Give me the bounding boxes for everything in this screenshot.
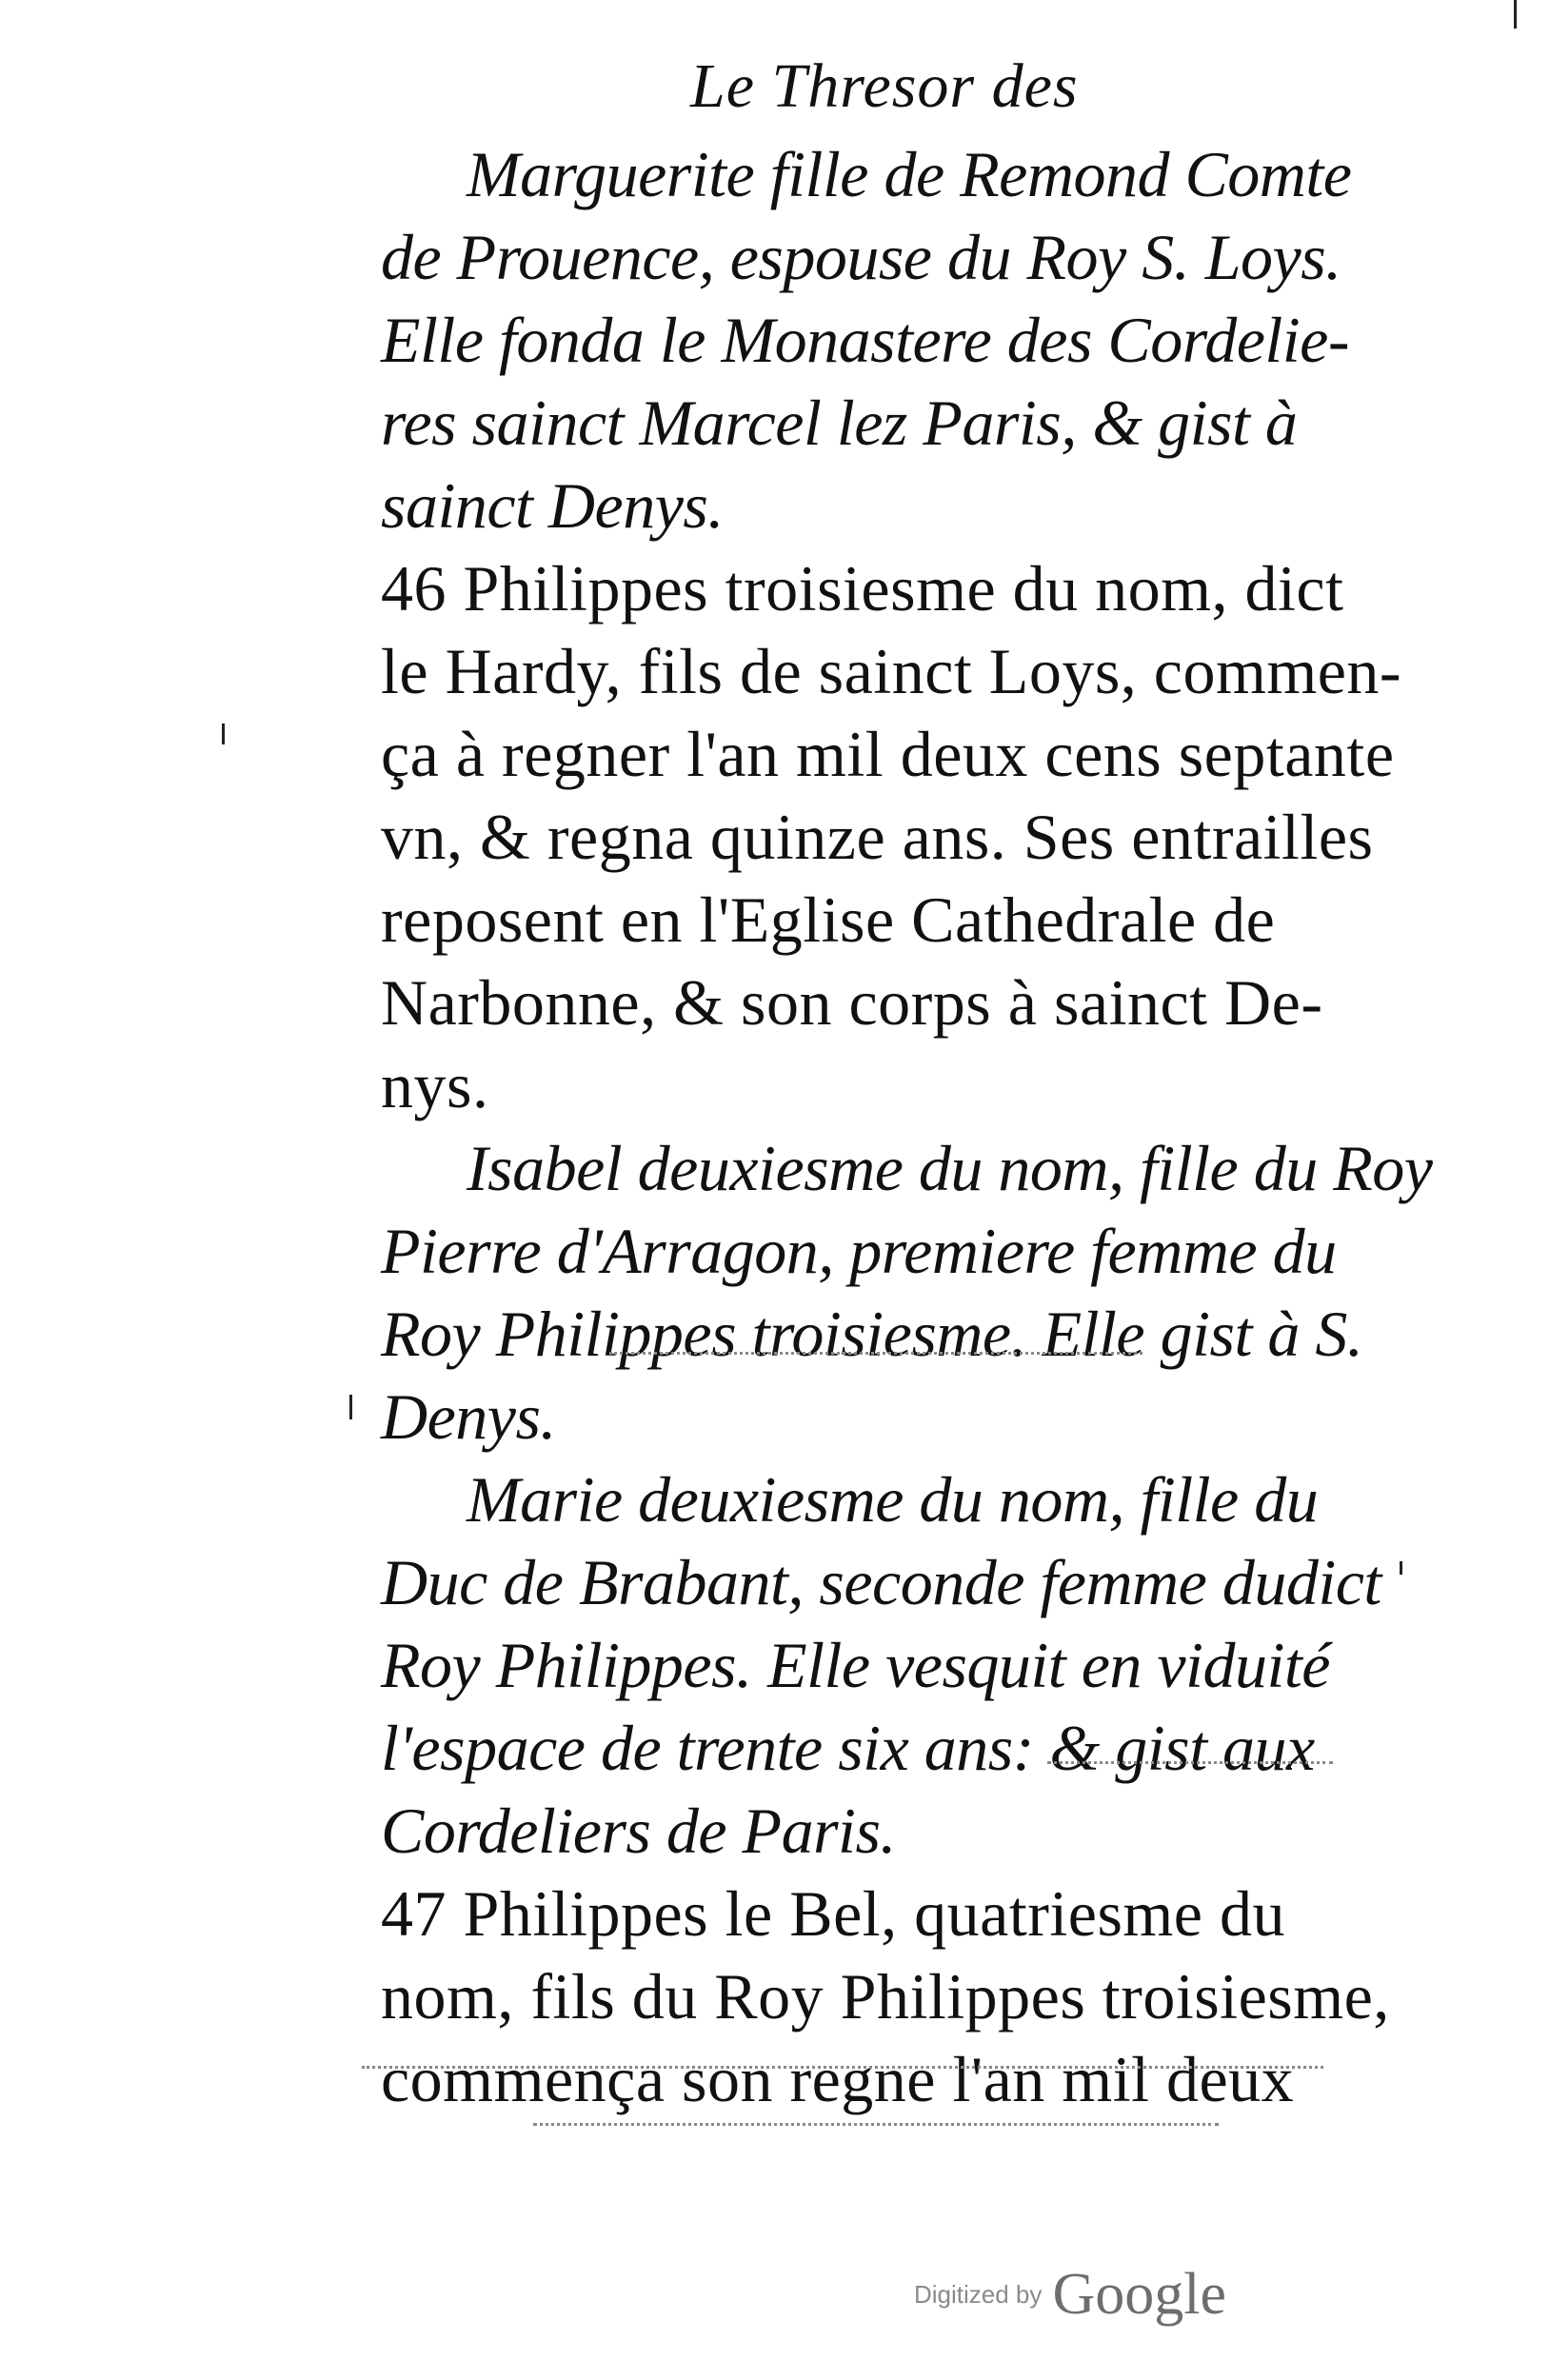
page-body-text xyxy=(381,133,1433,2121)
text-line: sainct Denys. xyxy=(381,469,724,542)
text-line: nys. xyxy=(381,1049,489,1121)
text-line: Duc de Brabant, seconde femme dudict xyxy=(381,1546,1381,1618)
text-line: Elle fonda le Monastere des Cordelie- xyxy=(381,304,1350,376)
margin-mark xyxy=(1400,1561,1402,1575)
text-line: Cordeliers de Paris. xyxy=(381,1795,896,1867)
text-line: 47 Philippes le Bel, quatriesme du xyxy=(381,1877,1285,1950)
text-line: de Prouence, espouse du Roy S. Loys. xyxy=(381,221,1341,293)
bleed-through-noise xyxy=(1047,1761,1333,1770)
text-line: Roy Philippes. Elle vesquit en viduité xyxy=(381,1629,1330,1701)
text-line: Narbonne, & son corps à sainct De- xyxy=(381,966,1323,1039)
bleed-through-noise xyxy=(533,2123,1219,2132)
digitized-watermark xyxy=(914,2261,1226,2329)
text-line: 46 Philippes troisiesme du nom, dict xyxy=(381,552,1344,625)
text-line: nom, fils du Roy Philippes troisiesme, xyxy=(381,1960,1390,2033)
watermark-prefix: Digitized by xyxy=(914,2280,1043,2309)
bleed-through-noise xyxy=(609,1352,1143,1360)
text-line: Marguerite fille de Remond Comte xyxy=(467,138,1352,210)
text-line: reposent en l'Eglise Cathedrale de xyxy=(381,883,1276,956)
text-line: le Hardy, fils de sainct Loys, commen- xyxy=(381,635,1402,707)
text-line: Isabel deuxiesme du nom, fille du Roy xyxy=(467,1132,1433,1204)
bleed-through-noise xyxy=(362,2066,1323,2074)
google-logo: Google xyxy=(1052,2262,1227,2327)
text-line: res sainct Marcel lez Paris, & gist à xyxy=(381,387,1298,459)
margin-mark xyxy=(1514,0,1517,29)
text-line: l'espace de trente six ans: & gist aux xyxy=(381,1712,1315,1784)
text-line: vn, & regna quinze ans. Ses entrailles xyxy=(381,801,1374,873)
text-line: Denys. xyxy=(381,1380,556,1453)
running-head: Le Thresor des xyxy=(690,51,1079,121)
margin-mark xyxy=(222,724,225,744)
text-line: Marie deuxiesme du nom, fille du xyxy=(467,1463,1319,1536)
text-line: ça à regner l'an mil deux cens septante xyxy=(381,718,1395,790)
text-line: commença son regne l'an mil deux xyxy=(381,2043,1295,2115)
text-line: Pierre d'Arragon, premiere femme du xyxy=(381,1215,1337,1287)
text-line: Roy Philippes troisiesme. Elle gist à S. xyxy=(381,1298,1363,1370)
margin-mark xyxy=(349,1395,352,1419)
